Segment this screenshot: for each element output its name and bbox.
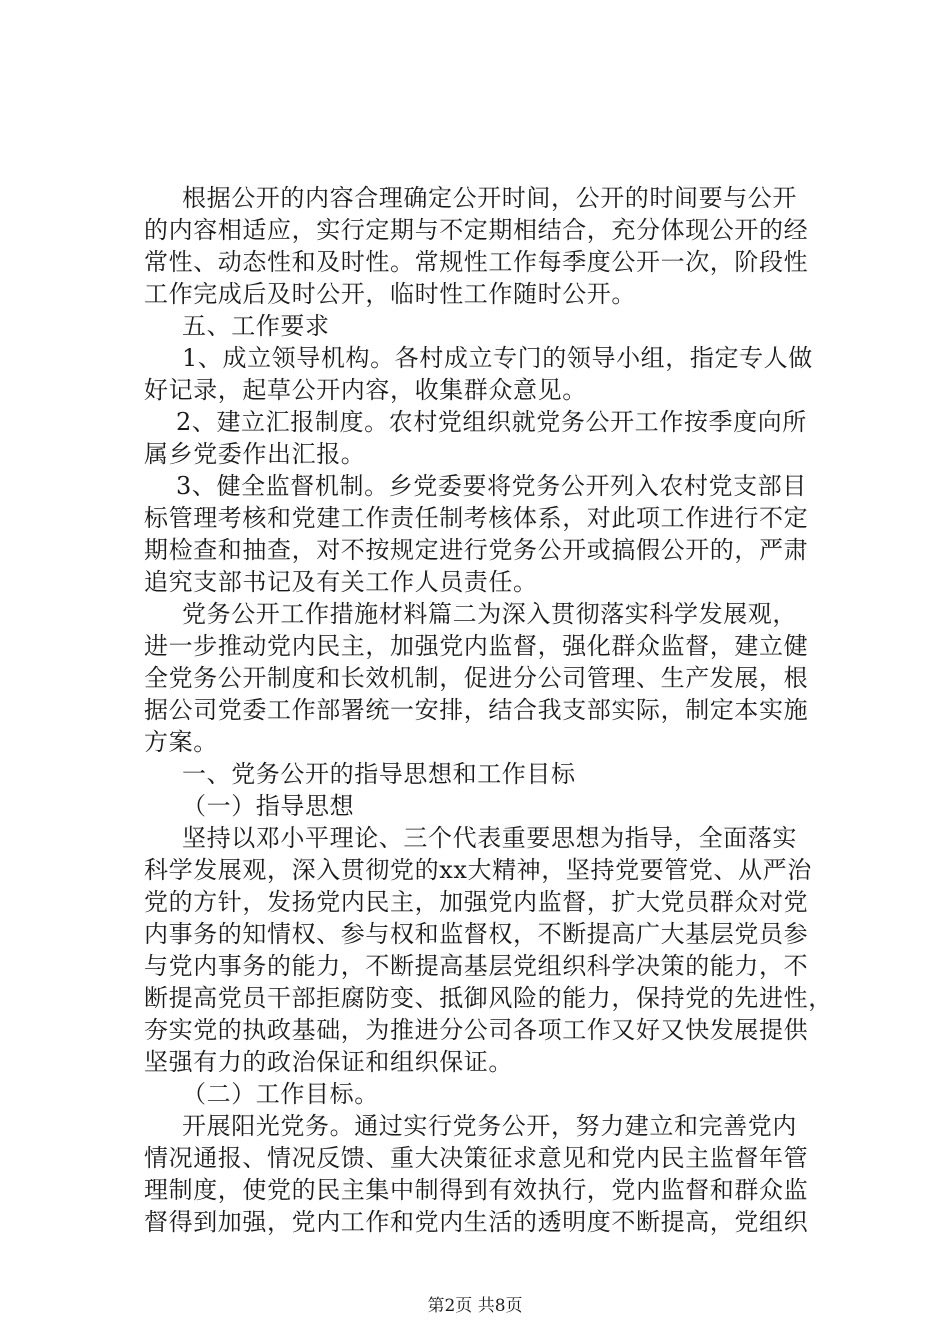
text-line: 2、建立汇报制度。农村党组织就党务公开工作按季度向所 <box>176 408 807 436</box>
text-line: 情况通报、情况反馈、重大决策征求意见和党内民主监督年管 <box>144 1144 809 1172</box>
text-line: 理制度，使党的民主集中制得到有效执行，党内监督和群众监 <box>144 1176 809 1204</box>
text-line: 期检查和抽查，对不按规定进行党务公开或搞假公开的，严肃 <box>144 536 809 564</box>
text-line: 党务公开工作措施材料篇二为深入贯彻落实科学发展观， <box>182 600 797 628</box>
text-line: 夯实党的执政基础，为推进分公司各项工作又好又快发展提供 <box>144 1016 809 1044</box>
text-line: 科学发展观，深入贯彻党的xx大精神，坚持党要管党、从严治 <box>144 856 812 884</box>
text-line: 3、健全监督机制。乡党委要将党务公开列入农村党支部目 <box>176 472 807 500</box>
text-line: 断提高党员干部拒腐防变、抵御风险的能力，保持党的先进性， <box>144 984 833 1012</box>
text-line: 追究支部书记及有关工作人员责任。 <box>144 568 538 596</box>
text-line: 坚强有力的政治保证和组织保证。 <box>144 1048 513 1076</box>
text-line: 与党内事务的能力，不断提高基层党组织科学决策的能力，不 <box>144 952 809 980</box>
subsection-heading: （二）工作目标。 <box>182 1080 379 1108</box>
text-line: 好记录，起草公开内容，收集群众意见。 <box>144 376 587 404</box>
text-line: 属乡党委作出汇报。 <box>144 440 366 468</box>
text-line: 常性、动态性和及时性。常规性工作每季度公开一次，阶段性 <box>144 248 809 276</box>
document-body <box>144 182 834 1238</box>
text-line: 督得到加强，党内工作和党内生活的透明度不断提高，党组织 <box>144 1208 809 1236</box>
text-line: 全党务公开制度和长效机制，促进分公司管理、生产发展，根 <box>144 664 809 692</box>
text-line: 开展阳光党务。通过实行党务公开，努力建立和完善党内 <box>182 1112 797 1140</box>
text-line: 党的方针，发扬党内民主，加强党内监督，扩大党员群众对党 <box>144 888 809 916</box>
text-line: 的内容相适应，实行定期与不定期相结合，充分体现公开的经 <box>144 216 809 244</box>
text-line: 标管理考核和党建工作责任制考核体系，对此项工作进行不定 <box>144 504 809 532</box>
text-line: 内事务的知情权、参与权和监督权，不断提高广大基层党员参 <box>144 920 809 948</box>
text-line: 根据公开的内容合理确定公开时间，公开的时间要与公开 <box>182 184 797 212</box>
subsection-heading: （一）指导思想 <box>182 792 355 820</box>
page-number-footer: 第2页 共8页 <box>427 1296 523 1316</box>
section-heading: 五、工作要求 <box>182 312 330 340</box>
text-line: 据公司党委工作部署统一安排，结合我支部实际，制定本实施 <box>144 696 809 724</box>
section-heading: 一、党务公开的指导思想和工作目标 <box>182 760 576 788</box>
text-line: 坚持以邓小平理论、三个代表重要思想为指导，全面落实 <box>182 824 797 852</box>
text-line: 进一步推动党内民主，加强党内监督，强化群众监督，建立健 <box>144 632 809 660</box>
text-line: 工作完成后及时公开，临时性工作随时公开。 <box>144 280 636 308</box>
text-line: 1、成立领导机构。各村成立专门的领导小组，指定专人做 <box>182 344 813 372</box>
text-line: 方案。 <box>144 728 218 756</box>
